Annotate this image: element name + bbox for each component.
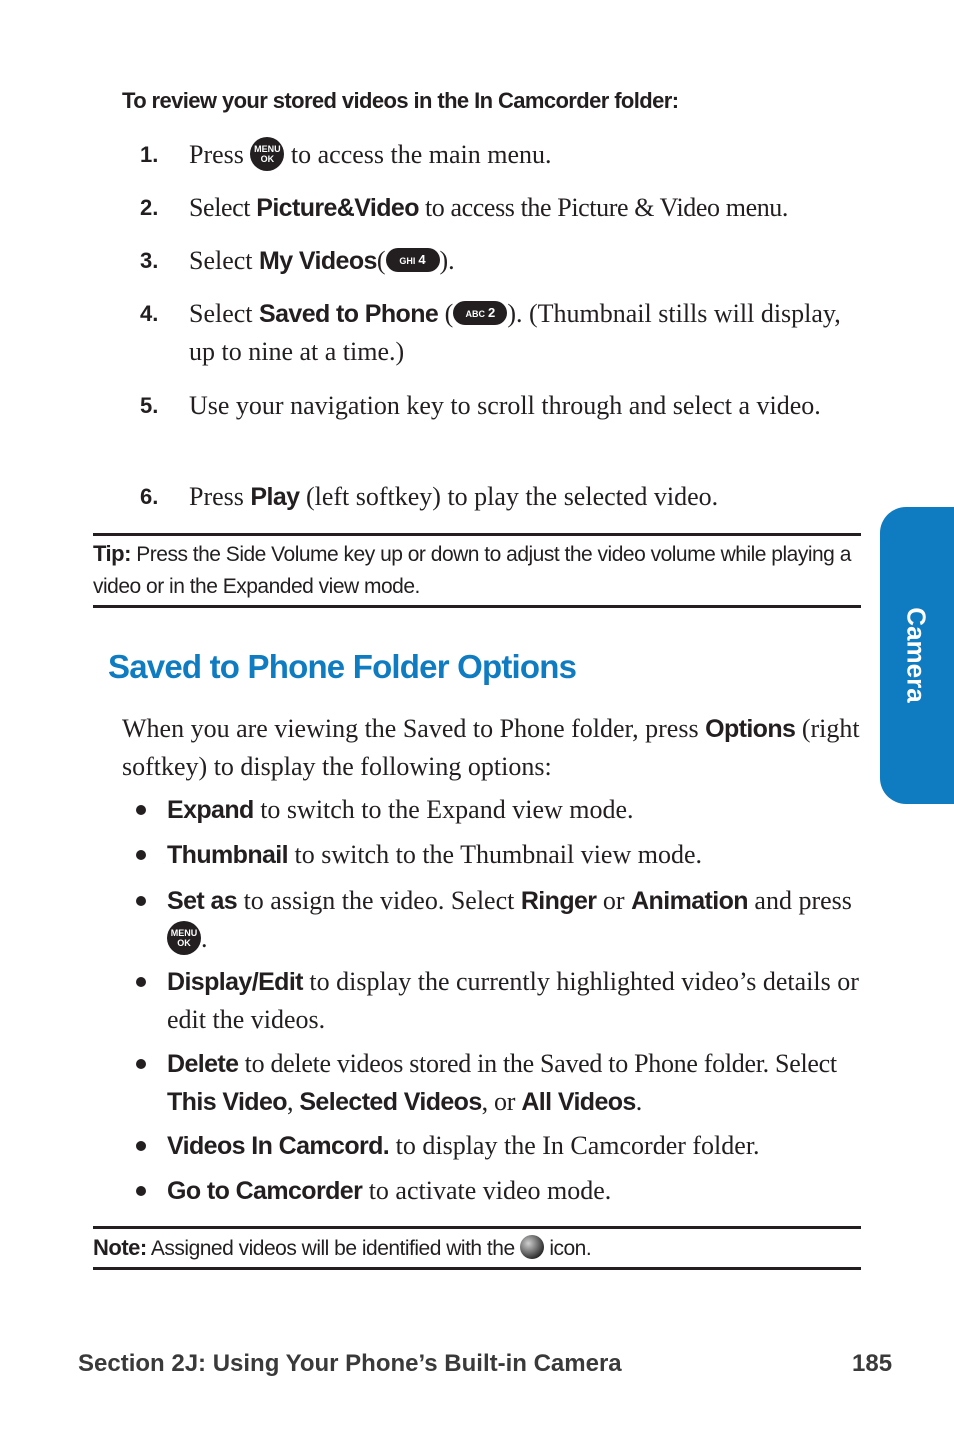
key-label: ABC [465, 309, 485, 320]
step-text-part: to access the main menu. [290, 140, 552, 169]
option-name: Thumbnail [167, 841, 288, 869]
option-text [167, 836, 867, 874]
option-name: Go to Camcorder [167, 1177, 363, 1205]
note-label: Note: [93, 1235, 147, 1260]
bullet-dot [136, 977, 146, 987]
para-text: (right softkey) to display the following options: [122, 714, 860, 781]
bullet-dot [136, 1141, 146, 1151]
option-description: , or [481, 1087, 516, 1116]
tip-bottom-rule [93, 605, 861, 608]
note-box [93, 1232, 863, 1265]
step-text [189, 478, 869, 516]
note-top-rule [93, 1226, 861, 1229]
option-name: Set as [167, 887, 238, 915]
key-label: 4 [418, 252, 426, 268]
option-text [167, 882, 867, 958]
section-heading: Saved to Phone Folder Options [108, 648, 577, 685]
option-description: to switch to the Expand view mode. [260, 795, 634, 824]
option-text [167, 963, 867, 1038]
option-description: . [201, 924, 208, 953]
page-number: 185 [852, 1350, 893, 1377]
option-name: Expand [167, 796, 254, 824]
step-number: 5. [140, 393, 159, 418]
step-text-part: ). (Thumbnail stills will display, up to nine at a time.) [189, 299, 841, 366]
menu-item-name: My Videos [259, 247, 377, 275]
option-description: or [602, 886, 625, 915]
footer-section-title: Section 2J: Using Your Phone’s Built-in Camera [78, 1350, 622, 1377]
section-tab-label: Camera [901, 607, 932, 703]
option-description: to delete videos stored in the Saved to Phone folder. Select [244, 1049, 837, 1078]
bullet-dot [136, 850, 146, 860]
step-text-part: Select [189, 246, 253, 275]
step-text-part: to access the Picture & Video menu. [424, 193, 789, 222]
step-text-part: ( [444, 299, 454, 328]
option-description: to activate video mode. [368, 1176, 612, 1205]
abc-2-key-icon [453, 301, 507, 325]
menu-ok-key-icon [167, 921, 201, 955]
step-number: 4. [140, 301, 159, 326]
key-label: OK [260, 154, 275, 165]
option-name: All Videos [521, 1088, 636, 1116]
bullet-dot [136, 1059, 146, 1069]
step-text-part: (left softkey) to play the selected video. [305, 482, 719, 511]
option-description: . [635, 1087, 642, 1116]
key-label: MENU [254, 144, 281, 155]
step-number: 3. [140, 248, 159, 273]
step-text [189, 136, 869, 174]
key-label: 2 [487, 305, 496, 321]
softkey-name: Play [250, 483, 300, 511]
option-text [167, 1127, 867, 1165]
step-text-part: ). [439, 246, 455, 275]
option-description: to switch to the Thumbnail view mode. [294, 840, 703, 869]
key-label: GHI [399, 256, 416, 267]
note-text: Assigned videos will be identified with the [150, 1237, 515, 1260]
step-text-part: Press [189, 482, 244, 511]
option-name: Selected Videos [299, 1088, 482, 1116]
step-number: 1. [140, 142, 159, 167]
bullet-dot [136, 805, 146, 815]
tip-label: Tip: [93, 541, 131, 566]
step-number: 2. [140, 195, 159, 220]
option-description: to display the currently highlighted video’s details or edit the videos. [167, 967, 859, 1034]
option-name: Delete [167, 1050, 239, 1078]
ghi-4-key-icon [386, 248, 440, 272]
step-text-part: Press [189, 140, 244, 169]
softkey-name: Options [705, 715, 796, 743]
step-text-part: ( [376, 246, 386, 275]
note-text: icon. [549, 1237, 592, 1260]
assigned-video-icon [520, 1235, 544, 1259]
option-name: Ringer [520, 887, 597, 915]
intro-paragraph [122, 710, 862, 785]
bullet-dot [136, 1186, 146, 1196]
option-text [167, 791, 867, 829]
step-text [189, 189, 869, 227]
tip-text: Press the Side Volume key up or down to adjust the video volume while playing a video or in the Expanded view mode. [93, 543, 851, 598]
option-text [167, 1045, 867, 1121]
step-text-part: Select [189, 193, 251, 222]
option-description: and press [754, 886, 852, 915]
key-label: OK [177, 938, 191, 949]
menu-item-name: Saved to Phone [259, 300, 439, 328]
option-description: to display the In Camcorder folder. [395, 1131, 760, 1160]
step-text [189, 295, 869, 371]
step-text-part: Select [189, 299, 253, 328]
option-description: , [286, 1087, 294, 1116]
key-label: MENU [170, 928, 198, 939]
option-text [167, 1172, 867, 1210]
tip-top-rule [93, 533, 861, 536]
menu-item-name: Picture&Video [256, 194, 419, 222]
step-number: 6. [140, 484, 159, 509]
tip-box [93, 538, 863, 603]
option-name: This Video [167, 1088, 287, 1116]
menu-ok-key-icon [250, 137, 284, 171]
step-text [189, 242, 869, 280]
step-text: Use your navigation key to scroll through and select a video. [189, 391, 821, 420]
note-bottom-rule [93, 1267, 861, 1270]
option-description: to assign the video. Select [243, 886, 515, 915]
para-text: When you are viewing the Saved to Phone folder, press [122, 714, 699, 743]
option-name: Display/Edit [167, 968, 303, 996]
option-name: Animation [631, 887, 748, 915]
option-name: Videos In Camcord. [167, 1132, 390, 1160]
bullet-dot [136, 896, 146, 906]
intro-heading: To review your stored videos in the In Camcorder folder: [122, 88, 679, 113]
